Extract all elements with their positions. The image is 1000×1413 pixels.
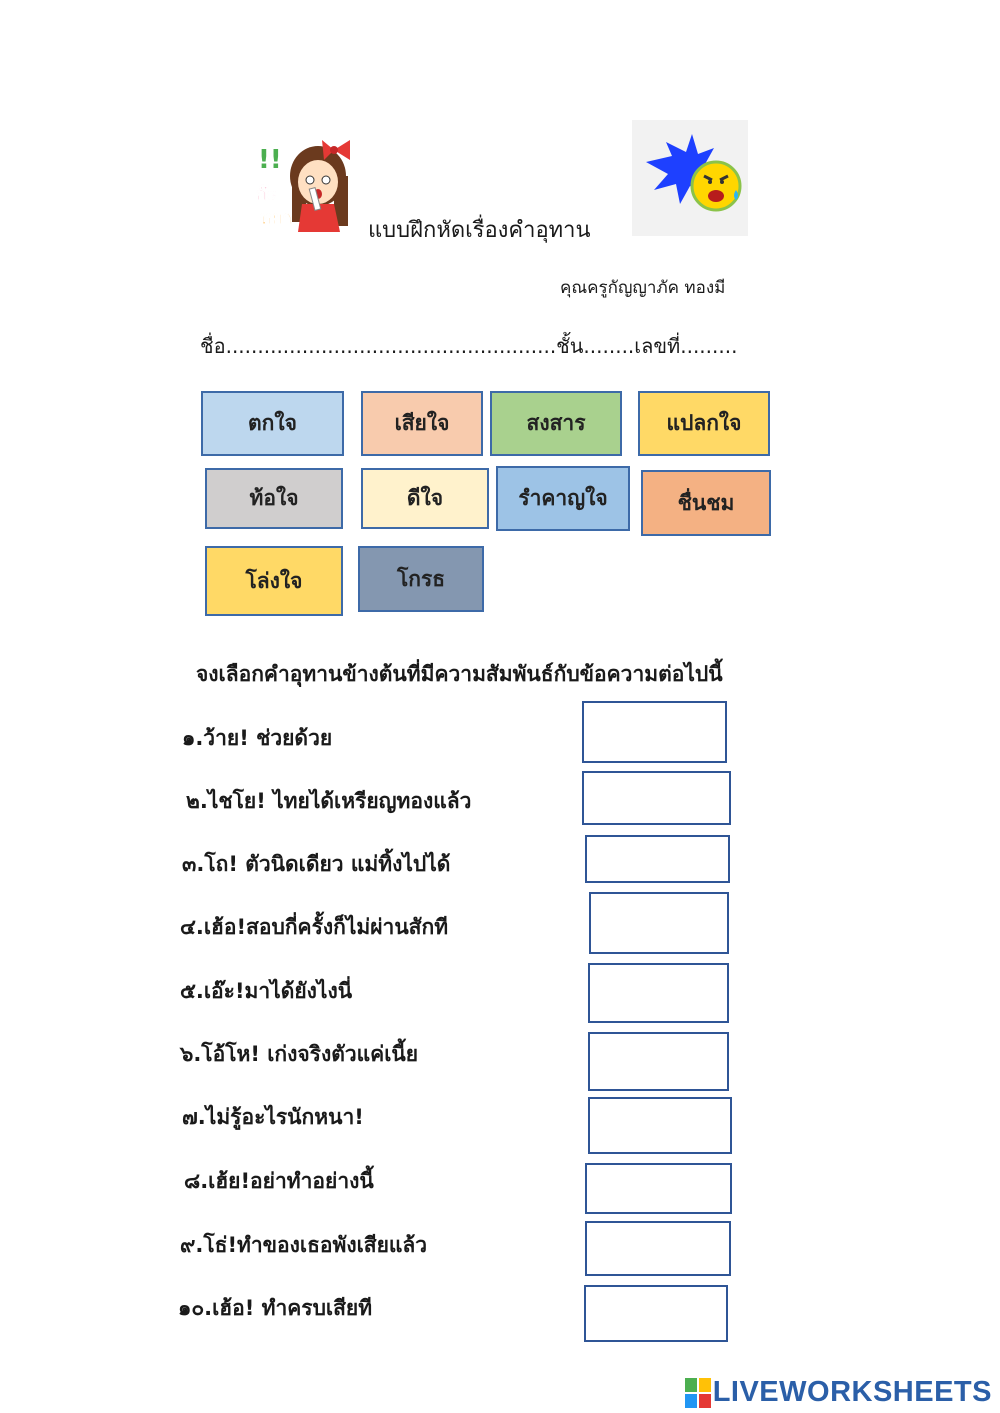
word-card-annoyed: รำคาญใจ: [496, 466, 630, 531]
question-2: ๒.ไชโย! ไทยได้เหรียญทองแล้ว: [186, 789, 472, 813]
svg-text:อ๊ะ: อ๊ะ: [256, 184, 277, 205]
student-info-line: ชื่อ....................................................ชั้น........เลขที่.........: [200, 334, 738, 358]
angry-face-icon: [632, 120, 748, 236]
answer-box-6[interactable]: [588, 1032, 729, 1091]
word-card-angry: โกรธ: [358, 546, 484, 612]
word-card-pity: สงสาร: [490, 391, 622, 456]
instruction-text: จงเลือกคำอุทานข้างต้นที่มีความสัมพันธ์กับข้อความต่อไปนี้: [196, 662, 723, 686]
question-3: ๓.โถ! ตัวนิดเดียว แม่ทิ้งไปได้: [182, 852, 451, 876]
answer-box-5[interactable]: [588, 963, 729, 1023]
word-card-discouraged: ท้อใจ: [205, 468, 343, 529]
teacher-name: คุณครูกัญญาภัค ทองมี: [560, 278, 726, 298]
word-card-admire: ชื่นชม: [641, 470, 771, 536]
liveworksheets-logo: [685, 1376, 992, 1409]
word-card-sad: เสียใจ: [361, 391, 483, 456]
answer-box-9[interactable]: [585, 1221, 731, 1276]
question-8: ๘.เฮ้ย!อย่าทำอย่างนี้: [184, 1169, 374, 1193]
surprised-girl-sticker: [252, 136, 356, 234]
svg-text:หยา: หยา: [260, 208, 293, 229]
answer-box-2[interactable]: [582, 771, 731, 825]
word-card-glad: ดีใจ: [361, 468, 489, 529]
logo-text: LIVEWORKSHEETS: [712, 1376, 992, 1408]
word-card-surprised: แปลกใจ: [638, 391, 770, 456]
word-card-relieved: โล่งใจ: [205, 546, 343, 616]
answer-box-1[interactable]: [582, 701, 727, 763]
liveworksheets-mark-icon: [685, 1378, 711, 1408]
answer-box-3[interactable]: [585, 835, 730, 883]
answer-box-7[interactable]: [588, 1097, 732, 1154]
question-4: ๔.เฮ้อ!สอบกี่ครั้งก็ไม่ผ่านสักที: [180, 915, 449, 939]
answer-box-4[interactable]: [589, 892, 729, 954]
question-9: ๙.โธ่!ทำของเธอพังเสียแล้ว: [180, 1233, 428, 1257]
svg-text:!!: !!: [258, 145, 282, 175]
page-title: แบบฝึกหัดเรื่องคำอุทาน: [368, 218, 591, 243]
question-5: ๕.เอ๊ะ!มาได้ยังไงนี่: [180, 979, 353, 1003]
question-1: ๑.ว้าย! ช่วยด้วย: [182, 726, 333, 750]
answer-box-10[interactable]: [584, 1285, 728, 1342]
question-6: ๖.โอ้โห! เก่งจริงตัวแค่เนี้ย: [180, 1042, 419, 1066]
word-card-startled: ตกใจ: [201, 391, 344, 456]
question-7: ๗.ไม่รู้อะไรนักหนา!: [182, 1105, 364, 1129]
question-10: ๑๐.เฮ้อ! ทำครบเสียที: [178, 1296, 373, 1320]
answer-box-8[interactable]: [585, 1163, 732, 1214]
